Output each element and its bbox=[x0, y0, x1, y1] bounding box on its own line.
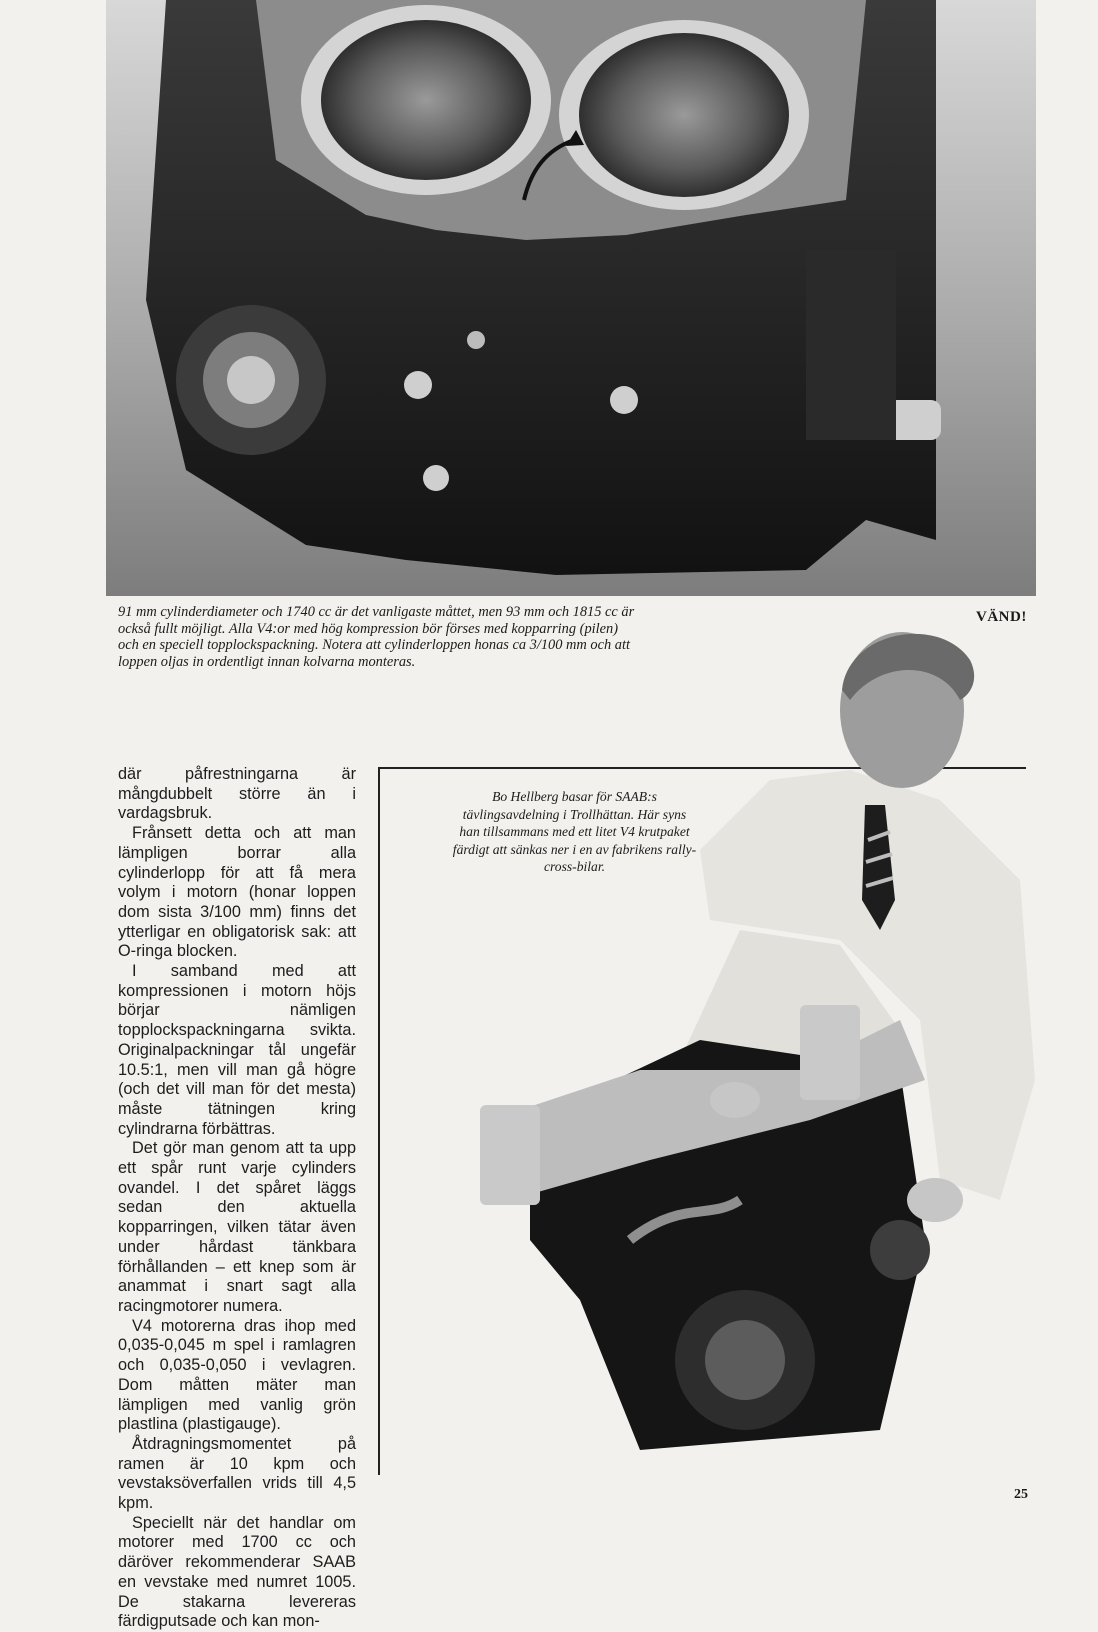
body-paragraph: Frånsett detta och att man lämpligen borrar alla cylinderlopp för att få mera volym i motorn (honar loppen dom sista 3/100 mm) finns det ytterligar en obligatorisk sak: att O-ringa blocken. bbox=[118, 824, 356, 961]
photo-caption: Bo Hellberg basar för SAAB:s tävlingsavdelning i Trollhättan. Här syns han tillsammans med ett litet V4 krutpaket färdigt att sänkas ner i en av fabrikens rally-cross-bilar. bbox=[452, 789, 697, 874]
body-paragraph: Det gör man genom att ta upp ett spår runt varje cylinders ovandel. I det spåret läggs sedan den aktuella kopparringen, vilken tätar även under hårdast tänkbara förhållanden – ett knep som är anammat i snart sagt alla racingmotorer numera. bbox=[118, 1139, 356, 1315]
article-body bbox=[118, 765, 356, 1632]
man-with-engine-photo bbox=[380, 600, 1040, 1480]
turn-page-label: VÄND! bbox=[976, 609, 1027, 625]
body-paragraph: där påfrestningarna är mångdubbelt större än i vardagsbruk. bbox=[118, 765, 356, 823]
page-number: 25 bbox=[1014, 1487, 1028, 1502]
engine-block-photo bbox=[106, 0, 1036, 596]
body-paragraph: V4 motorerna dras ihop med 0,035-0,045 m spel i ramlagren och 0,035-0,050 i vevlagren. Dom måtten mäter man lämpligen med vanlig grön plastlina (plastigauge). bbox=[118, 1316, 356, 1434]
body-paragraph: I samband med att kompressionen i motorn höjs börjar nämligen topplockspackningarna svikta. Originalpackningar tål ungefär 10.5:1, men vill man gå högre (och det vill man för det mesta) måste tätningen kring cylindrarna förbättras. bbox=[118, 962, 356, 1138]
top-photo-caption: 91 mm cylinderdiameter och 1740 cc är det vanligaste måttet, men 93 mm och 1815 cc är också fullt möjligt. Alla V4:or med hög kompression bör förses med kopparring (pilen) och en speciell topplockspackning. Notera att cylinderloppen honas ca 3/100 mm och att loppen oljas in ordentligt innan kolvarna monteras. bbox=[118, 604, 635, 671]
engine-block-illustration bbox=[106, 0, 1036, 596]
body-paragraph: Åtdragningsmomentet på ramen är 10 kpm och vevstaksöverfallen vrids till 4,5 kpm. bbox=[118, 1434, 356, 1513]
body-paragraph: Speciellt när det handlar om motorer med 1700 cc och däröver rekommenderar SAAB en vevstake med numret 1005. De stakarna levereras färdigputsade och kan mon- bbox=[118, 1513, 356, 1631]
